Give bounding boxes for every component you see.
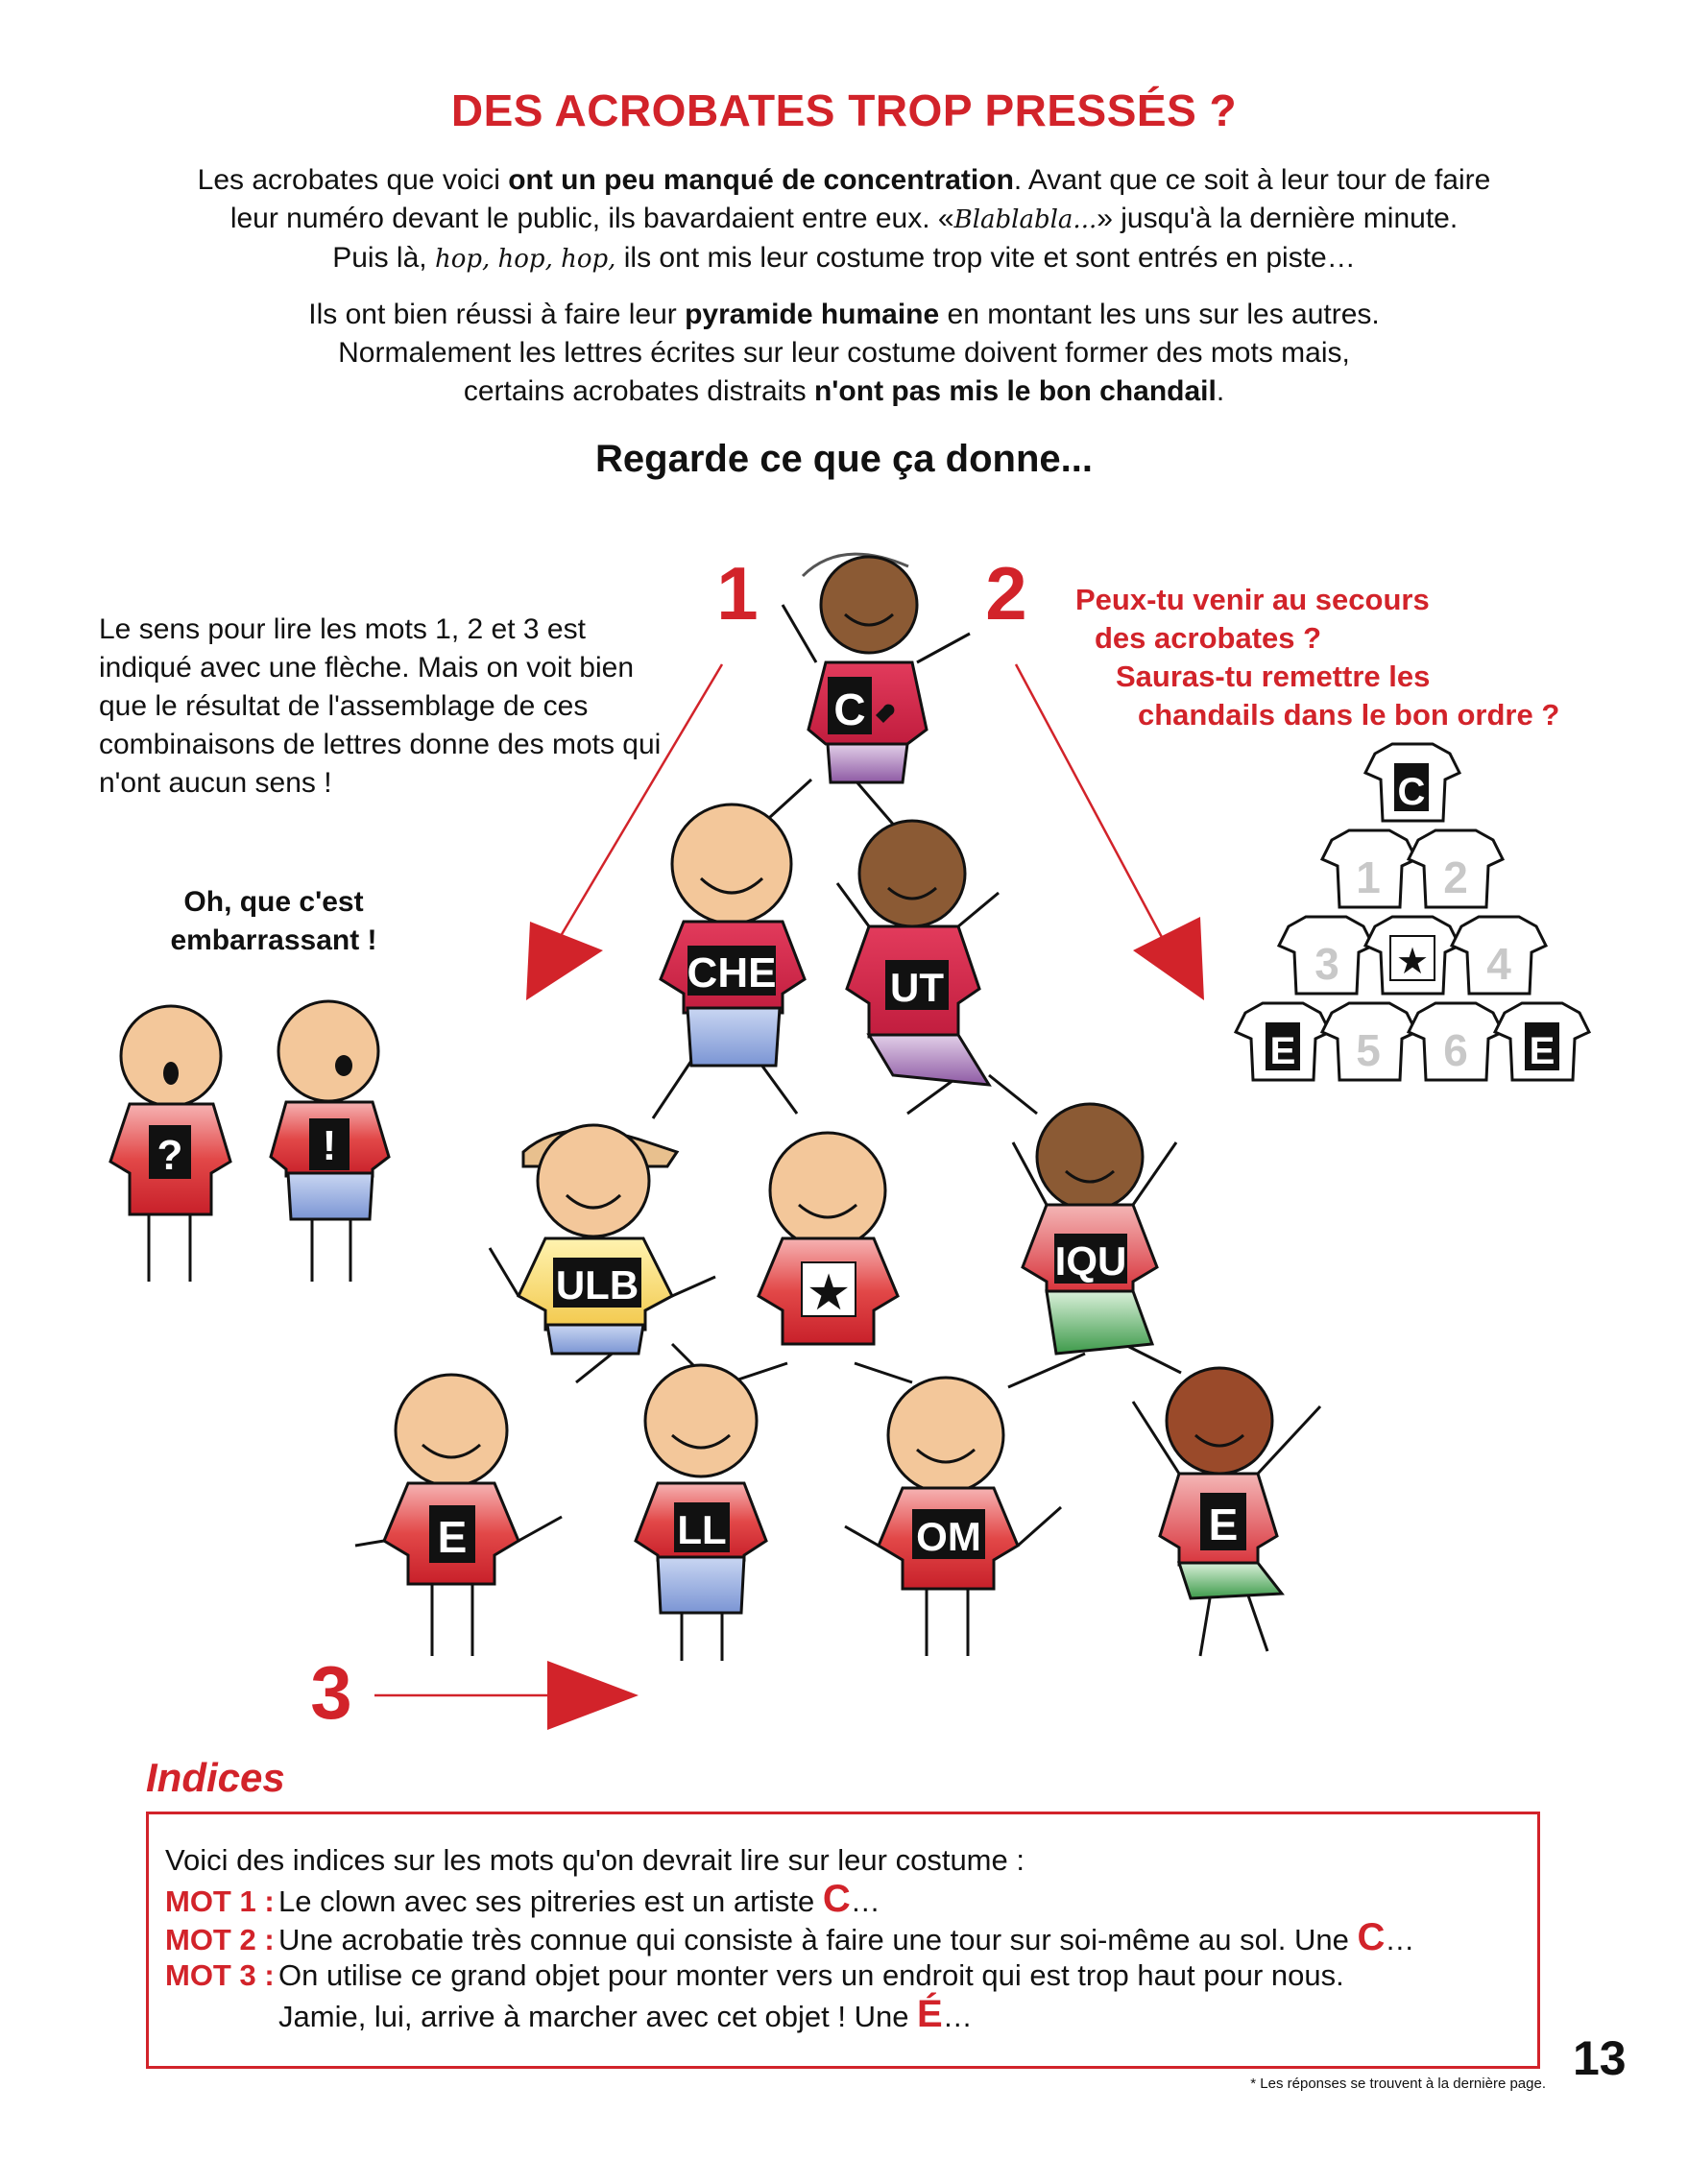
shirt-letters-che: CHE bbox=[687, 949, 777, 996]
clue-mot-3-continued: Jamie, lui, arrive à marcher avec cet objet ! Une É… bbox=[278, 1993, 973, 2035]
grid-shirt-2 bbox=[1409, 830, 1503, 907]
grid-shirt-1 bbox=[1322, 830, 1416, 907]
grid-shirt-6 bbox=[1409, 1003, 1503, 1080]
grid-shirt-5 bbox=[1322, 1003, 1416, 1080]
grid-label-c: C bbox=[1397, 771, 1426, 813]
svg-text:★: ★ bbox=[806, 1265, 852, 1321]
acrobat-om bbox=[845, 1378, 1061, 1656]
acrobat-top bbox=[783, 554, 970, 782]
intro-paragraph-1: Les acrobates que voici ont un peu manqué de concentration. Avant que ce soit à leur tour de faire leur numéro devant le public, ils bavardaient entre eux. «Blablabla...» jusqu'à la dernière minute. Puis là, hop, hop, hop, ils ont mis leur costume trop vite et sont entrés en piste… bbox=[197, 164, 1491, 274]
speech-text: Oh, que c'est embarrassant ! bbox=[170, 886, 377, 956]
grid-label-3: 3 bbox=[1314, 939, 1339, 989]
grid-label-2: 2 bbox=[1443, 852, 1468, 902]
shirt-symbol-question: ? bbox=[157, 1132, 183, 1179]
help-note-line-3: Sauras-tu remettre les bbox=[1116, 660, 1431, 693]
grid-shirt-e-left bbox=[1236, 1003, 1330, 1080]
shirt-letters-c: C bbox=[833, 684, 866, 734]
arrow-3-label: 3 bbox=[310, 1650, 352, 1735]
arrow-2-head bbox=[1133, 917, 1204, 1000]
arrow-2-label: 2 bbox=[985, 551, 1027, 636]
clue-mot-2: MOT 2 : Une acrobatie très connue qui consiste à faire une tour sur soi-même au sol. Une C… bbox=[165, 1916, 1415, 1958]
shirt-letters-ut: UT bbox=[890, 965, 944, 1010]
grid-label-6: 6 bbox=[1443, 1025, 1468, 1075]
acrobat-e-left bbox=[355, 1375, 562, 1656]
acrobat-e-right bbox=[1133, 1368, 1320, 1656]
help-note-line-2: des acrobates ? bbox=[1095, 621, 1322, 655]
acrobat-center-star bbox=[759, 1133, 898, 1344]
indices-intro: Voici des indices sur les mots qu'on devrait lire sur leur costume : bbox=[165, 1843, 1025, 1877]
grid-shirt-3 bbox=[1279, 917, 1373, 994]
help-note-line-4: chandails dans le bon ordre ? bbox=[1138, 698, 1560, 732]
acrobat-pyramid-illustration bbox=[0, 518, 1688, 1766]
answers-footnote: * Les réponses se trouvent à la dernière page. bbox=[1250, 2076, 1546, 2092]
grid-label-4: 4 bbox=[1486, 939, 1511, 989]
arrow-3-head bbox=[547, 1661, 639, 1730]
grid-shirt-4 bbox=[1452, 917, 1546, 994]
clue-mot-3: MOT 3 : On utilise ce grand objet pour monter vers un endroit qui est trop haut pour nous. bbox=[165, 1958, 1344, 1992]
grid-label-e-right: E bbox=[1529, 1030, 1555, 1072]
shirt-letters-e-right: E bbox=[1208, 1500, 1239, 1549]
kid-exclaim bbox=[271, 1001, 389, 1282]
page-title: DES ACROBATES TROP PRESSÉS ? bbox=[450, 85, 1238, 135]
indices-title: Indices bbox=[146, 1755, 285, 1800]
shirt-symbol-exclaim: ! bbox=[322, 1122, 337, 1169]
grid-label-star: ★ bbox=[1395, 942, 1430, 982]
shirt-letters-iqu: IQU bbox=[1054, 1238, 1127, 1284]
acrobat-ll bbox=[636, 1365, 766, 1661]
clue-mot-1: MOT 1 : Le clown avec ses pitreries est un artiste C… bbox=[165, 1878, 880, 1920]
grid-shirt-e-right bbox=[1495, 1003, 1589, 1080]
shirt-letters-e-left: E bbox=[437, 1512, 468, 1562]
arrow-1-head bbox=[526, 922, 603, 1000]
shirt-grid bbox=[1236, 744, 1589, 1080]
acrobat-ulb bbox=[490, 1125, 715, 1354]
grid-shirt-c bbox=[1365, 744, 1459, 821]
grid-shirt-star bbox=[1365, 917, 1459, 994]
arrow-1-label: 1 bbox=[716, 551, 759, 636]
shirt-letters-ll: LL bbox=[677, 1507, 727, 1552]
intro-paragraph-2: Ils ont bien réussi à faire leur pyramide humaine en montant les uns sur les autres. Normalement les lettres écrites sur leur costume doivent former des mots mais, certains acrobates distraits n'ont pas mis le bon chandail. bbox=[308, 299, 1380, 407]
grid-label-1: 1 bbox=[1356, 852, 1381, 902]
grid-label-5: 5 bbox=[1356, 1025, 1381, 1075]
grid-label-e-left: E bbox=[1269, 1030, 1296, 1072]
kid-question bbox=[110, 1006, 230, 1282]
arrow-2-line bbox=[1016, 664, 1164, 941]
help-note-line-1: Peux-tu venir au secours bbox=[1075, 583, 1430, 616]
shirt-letters-om: OM bbox=[916, 1514, 981, 1559]
shirt-letters-ulb: ULB bbox=[555, 1262, 639, 1308]
page-number: 13 bbox=[1573, 2031, 1627, 2085]
acrobat-iqu bbox=[1013, 1104, 1176, 1354]
reading-direction-note: Le sens pour lire les mots 1, 2 et 3 est indiqué avec une flèche. Mais on voit bien que le résultat de l'assemblage de ces combinaisons de lettres donne des mots qui n'ont aucun sens ! bbox=[99, 613, 662, 799]
subtitle: Regarde ce que ça donne... bbox=[595, 438, 1093, 480]
acrobat-che bbox=[661, 804, 805, 1066]
acrobat-ut bbox=[837, 821, 999, 1085]
